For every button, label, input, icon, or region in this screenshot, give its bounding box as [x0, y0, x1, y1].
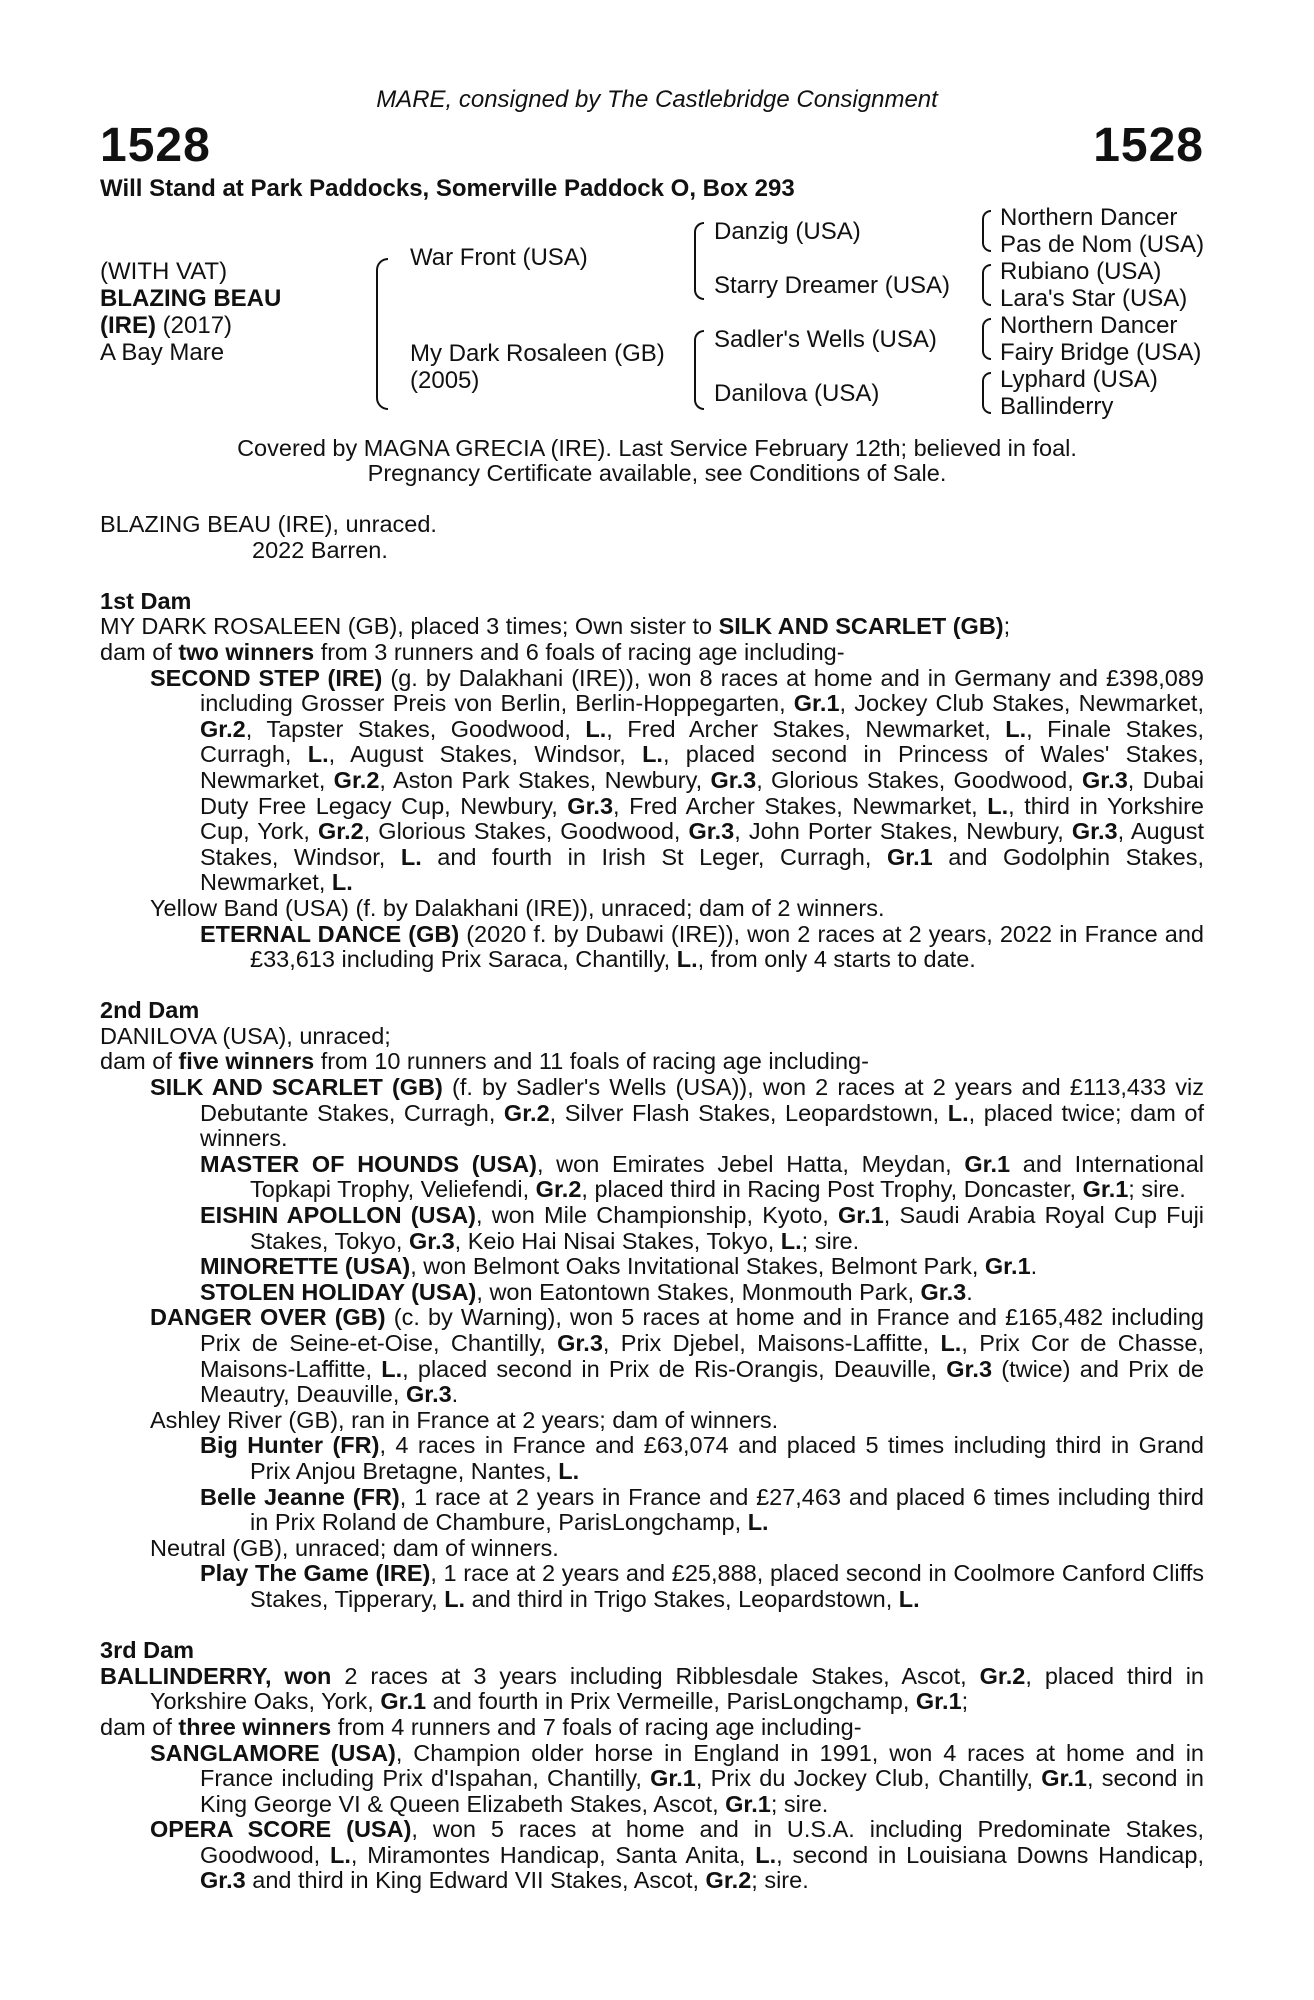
entry-master-of-hounds	[100, 1152, 1204, 1203]
vat-label: (WITH VAT)	[100, 258, 228, 285]
second-dam-heading: 2nd Dam	[100, 997, 200, 1024]
race-grade-marker: L.	[987, 792, 1009, 819]
belle-jeanne-name: Belle Jeanne (FR)	[200, 1483, 400, 1510]
race-grade-marker: L.	[585, 715, 607, 742]
race-grade-marker: L.	[444, 1585, 466, 1612]
entry-sanglamore	[100, 1741, 1204, 1818]
entry-eishin-apollon	[100, 1203, 1204, 1254]
race-grade-marker: Gr.1	[725, 1790, 771, 1817]
pedigree-brace-gg1	[982, 210, 991, 252]
eternal-dance-name: ETERNAL DANCE (GB)	[200, 920, 460, 947]
race-grade-marker: L.	[747, 1509, 769, 1536]
pedigree-dam-sire: Sadler's Wells (USA)	[714, 326, 937, 353]
third-dam-damof: dam of	[100, 1713, 179, 1740]
race-grade-marker: Gr.1	[793, 690, 840, 717]
first-dam-produce	[100, 640, 1204, 666]
third-dam-runners: from 4 runners and 7 foals of racing age including-	[331, 1713, 862, 1740]
race-grade-marker: L.	[307, 741, 329, 768]
entry-minorette	[100, 1254, 1204, 1280]
race-grade-marker: Gr.3	[946, 1355, 993, 1382]
first-dam-sister-name: SILK AND SCARLET (GB)	[718, 613, 1004, 640]
first-dam-intro-text: MY DARK ROSALEEN (GB), placed 3 times; Own sister to	[100, 613, 719, 640]
pedigree-gg-2: Pas de Nom (USA)	[1000, 231, 1205, 258]
entry-big-hunter	[100, 1433, 1204, 1484]
second-dam-damof: dam of	[100, 1048, 179, 1075]
first-dam-winners: two winners	[178, 638, 315, 665]
pedigree-brace-main	[376, 258, 388, 410]
play-the-game-text: , 1 race at 2 years and £25,888, placed second in Coolmore Canford Cliffs Stakes, Tipperary, L. and third in Trigo Stakes, Leopardstown, L.	[250, 1560, 1204, 1612]
pedigree-brace-gg4	[982, 372, 991, 414]
catalogue-body	[100, 512, 1204, 1894]
entry-second-step	[100, 666, 1204, 896]
race-grade-marker: Gr.3	[557, 1330, 603, 1356]
first-dam-runners: from 3 runners and 6 foals of racing age including-	[314, 638, 845, 665]
pedigree-brace-dam	[694, 330, 704, 410]
entry-play-the-game	[100, 1561, 1204, 1612]
race-grade-marker: Gr.3	[405, 1381, 452, 1408]
race-grade-marker: L.	[381, 1355, 403, 1382]
entry-belle-jeanne	[100, 1485, 1204, 1536]
pedigree-gg-8: Ballinderry	[1000, 393, 1114, 420]
opera-score-name: OPERA SCORE (USA)	[150, 1816, 412, 1843]
horse-origin-year	[100, 312, 232, 339]
third-dam-heading: 3rd Dam	[100, 1637, 195, 1664]
race-grade-marker: L.	[947, 1099, 969, 1126]
danger-over-text: (c. by Warning), won 5 races at home and in France and £165,482 including Prix de Seine-et-Oise, Chantilly, Gr.3, Prix Djebel, Maisons-Laffitte, L., Prix Cor de Chasse, Maisons-Laffitte, L., placed second in Prix de Ris-Orangis, Deauville, Gr.3 (twice) and Prix de Meautry, Deauville, Gr.3.	[200, 1304, 1204, 1408]
pedigree-brace-gg2	[982, 264, 991, 306]
pedigree-sire-sire: Danzig (USA)	[714, 218, 861, 245]
pedigree-sire: War Front (USA)	[410, 244, 588, 271]
entry-ashley-river: Ashley River (GB), ran in France at 2 years; dam of winners.	[150, 1406, 779, 1433]
consignment-subtitle: MARE, consigned by The Castlebridge Consignment	[376, 86, 938, 113]
race-grade-marker: Gr.1	[964, 1150, 1011, 1177]
horse-name: BLAZING BEAU	[100, 285, 282, 312]
sanglamore-name: SANGLAMORE (USA)	[150, 1739, 396, 1766]
race-grade-marker: Gr.1	[886, 843, 933, 870]
opera-score-text: , won 5 races at home and in U.S.A. including Predominate Stakes, Goodwood, L., Miramontes Handicap, Santa Anita, L., second in Louisiana Downs Handicap, Gr.3 and third in King Edward VII Stakes, Ascot, Gr.2; sire.	[200, 1816, 1204, 1894]
pedigree-brace-gg3	[982, 318, 991, 360]
minorette-name: MINORETTE (USA)	[200, 1253, 411, 1280]
race-grade-marker: Gr.2	[979, 1662, 1026, 1689]
race-grade-marker: L.	[558, 1457, 580, 1484]
race-grade-marker: Gr.1	[650, 1765, 696, 1792]
lot-number-left: 1528	[100, 119, 211, 172]
race-grade-marker: Gr.2	[535, 1176, 582, 1203]
entry-silk-and-scarlet	[100, 1075, 1204, 1152]
eishin-apollon-text: , won Mile Championship, Kyoto, Gr.1, Saudi Arabia Royal Cup Fuji Stakes, Tokyo, Gr.3, Keio Hai Nisai Stakes, Tokyo, L.; sire.	[250, 1202, 1205, 1254]
big-hunter-name: Big Hunter (FR)	[200, 1432, 380, 1459]
entry-stolen-holiday	[100, 1280, 1204, 1306]
second-step-text: (g. by Dalakhani (IRE)), won 8 races at home and in Germany and £398,089 including Grosser Preis von Berlin, Berlin-Hoppegarten, Gr.1, Jockey Club Stakes, Newmarket, Gr.2, Tapster Stakes, Goodwood, L., Fred Archer Stakes, Newmarket, L., Finale Stakes, Curragh, L., August Stakes, Windsor, L., placed second in Princess of Wales' Stakes, Newmarket, Gr.2, Aston Park Stakes, Newbury, Gr.3, Glorious Stakes, Goodwood, Gr.3, Dubai Duty Free Legacy Cup, Newbury, Gr.3, Fred Archer Stakes, Newmarket, L., third in Yorkshire Cup, York, Gr.2, Glorious Stakes, Goodwood, Gr.3, John Porter Stakes, Newbury, Gr.3, August Stakes, Windsor, L. and fourth in Irish St Leger, Curragh, Gr.1 and Godolphin Stakes, Newmarket, L.	[200, 664, 1205, 896]
race-grade-marker: Gr.1	[984, 1253, 1031, 1280]
master-of-hounds-name: MASTER OF HOUNDS (USA)	[200, 1150, 537, 1177]
race-grade-marker: L.	[331, 869, 353, 896]
record-line-2: 2022 Barren.	[252, 536, 388, 563]
horse-description: A Bay Mare	[100, 339, 225, 366]
stand-location: Will Stand at Park Paddocks, Somerville Paddock O, Box 293	[100, 175, 795, 202]
pedigree-dam: My Dark Rosaleen (GB)	[410, 340, 665, 367]
entry-eternal-dance	[100, 922, 1204, 973]
ballinderry-won: , won	[264, 1662, 332, 1689]
silk-and-scarlet-name: SILK AND SCARLET (GB)	[150, 1074, 443, 1101]
second-step-name: SECOND STEP (IRE)	[150, 664, 383, 691]
pedigree-dam-dam: Danilova (USA)	[714, 380, 880, 407]
first-dam-intro	[100, 614, 1204, 640]
horse-year: (2017)	[156, 312, 233, 339]
entry-neutral: Neutral (GB), unraced; dam of winners.	[150, 1534, 559, 1561]
race-grade-marker: Gr.3	[920, 1278, 967, 1305]
stolen-holiday-text: , won Eatontown Stakes, Monmouth Park, Gr.3.	[476, 1278, 973, 1305]
sanglamore-text: , Champion older horse in England in 1991, won 4 races at home and in France including Prix d'Ispahan, Chantilly, Gr.1, Prix du Jockey Club, Chantilly, Gr.1, second in King George VI & Queen Elizabeth Stakes, Ascot, Gr.1; sire.	[200, 1739, 1204, 1817]
ballinderry-name: BALLINDERRY	[100, 1662, 265, 1689]
pedigree-gg-5: Northern Dancer	[1000, 312, 1178, 339]
ballinderry-text: 2 races at 3 years including Ribblesdale Stakes, Ascot, Gr.2, placed third in Yorkshire Oaks, York, Gr.1 and fourth in Prix Vermeille, ParisLongchamp, Gr.1;	[150, 1662, 1205, 1715]
second-dam-produce	[100, 1049, 1204, 1075]
stolen-holiday-name: STOLEN HOLIDAY (USA)	[200, 1278, 477, 1305]
covered-line-2: Pregnancy Certificate available, see Conditions of Sale.	[367, 460, 947, 486]
race-grade-marker: Gr.2	[318, 818, 364, 845]
covered-line-1: Covered by MAGNA GRECIA (IRE). Last Service February 12th; believed in foal.	[237, 435, 1077, 461]
race-grade-marker: Gr.2	[503, 1099, 550, 1126]
race-grade-marker: L.	[400, 843, 422, 870]
race-grade-marker: Gr.1	[1041, 1765, 1087, 1792]
race-grade-marker: Gr.2	[705, 1867, 752, 1894]
race-grade-marker: L.	[642, 741, 663, 768]
first-dam-damof: dam of	[100, 638, 179, 665]
race-grade-marker: Gr.1	[1082, 1176, 1129, 1203]
covered-notice	[0, 436, 1314, 486]
pedigree-gg-7: Lyphard (USA)	[1000, 366, 1158, 393]
danger-over-name: DANGER OVER (GB)	[150, 1304, 386, 1331]
pedigree-gg-6: Fairy Bridge (USA)	[1000, 339, 1202, 366]
race-grade-marker: Gr.1	[380, 1688, 427, 1715]
horse-origin: (IRE)	[100, 312, 156, 339]
race-grade-marker: Gr.3	[408, 1227, 455, 1254]
race-grade-marker: L.	[780, 1227, 802, 1254]
pedigree-brace-sire	[694, 222, 704, 300]
third-dam-produce	[100, 1715, 1204, 1741]
race-grade-marker: Gr.1	[838, 1202, 884, 1229]
race-grade-marker: L.	[898, 1585, 920, 1612]
pedigree-dam-year: (2005)	[410, 367, 480, 394]
race-grade-marker: L.	[676, 946, 698, 973]
race-grade-marker: L.	[755, 1841, 777, 1868]
race-grade-marker: L.	[330, 1841, 351, 1868]
play-the-game-name: Play The Game (IRE)	[200, 1560, 431, 1587]
race-grade-marker: Gr.3	[688, 818, 735, 845]
lot-number-right: 1528	[1093, 119, 1204, 172]
race-grade-marker: Gr.3	[1071, 818, 1118, 845]
entry-opera-score	[100, 1817, 1204, 1894]
third-dam-winners: three winners	[178, 1713, 332, 1740]
pedigree-gg-1: Northern Dancer	[1000, 204, 1178, 231]
second-dam-runners: from 10 runners and 11 foals of racing age including-	[314, 1048, 869, 1075]
record-line-1: BLAZING BEAU (IRE), unraced.	[100, 511, 437, 537]
race-grade-marker: L.	[1005, 715, 1027, 742]
second-dam-intro: DANILOVA (USA), unraced;	[100, 1022, 391, 1049]
second-dam-winners: five winners	[178, 1048, 315, 1075]
race-grade-marker: Gr.3	[710, 766, 757, 793]
race-grade-marker: Gr.1	[915, 1688, 962, 1715]
eishin-apollon-name: EISHIN APOLLON (USA)	[200, 1202, 476, 1229]
eternal-dance-text: (2020 f. by Dubawi (IRE)), won 2 races at 2 years, 2022 in France and £33,613 including Prix Saraca, Chantilly, L., from only 4 starts to date.	[250, 920, 1204, 973]
race-grade-marker: Gr.2	[200, 715, 246, 742]
silk-and-scarlet-text: (f. by Sadler's Wells (USA)), won 2 races at 2 years and £113,433 viz Debutante Stakes, Curragh, Gr.2, Silver Flash Stakes, Leopardstown, L., placed twice; dam of winners.	[200, 1074, 1205, 1152]
race-grade-marker: Gr.3	[200, 1867, 246, 1894]
belle-jeanne-text: , 1 race at 2 years in France and £27,463 and placed 6 times including third in Prix Roland de Chambure, ParisLongchamp, L.	[250, 1483, 1204, 1536]
race-grade-marker: Gr.3	[1082, 766, 1128, 793]
third-dam-intro	[100, 1664, 1204, 1715]
master-of-hounds-text: , won Emirates Jebel Hatta, Meydan, Gr.1 and International Topkapi Trophy, Veliefendi, Gr.2, placed third in Racing Post Trophy, Doncaster, Gr.1; sire.	[250, 1150, 1205, 1203]
pedigree-sire-dam: Starry Dreamer (USA)	[714, 272, 951, 299]
entry-yellow-band: Yellow Band (USA) (f. by Dalakhani (IRE)), unraced; dam of 2 winners.	[150, 894, 885, 921]
minorette-text: , won Belmont Oaks Invitational Stakes, Belmont Park, Gr.1.	[410, 1253, 1038, 1280]
race-grade-marker: Gr.2	[333, 766, 380, 793]
pedigree-gg-3: Rubiano (USA)	[1000, 258, 1162, 285]
race-grade-marker: Gr.3	[567, 792, 614, 819]
entry-danger-over	[100, 1305, 1204, 1407]
pedigree-gg-4: Lara's Star (USA)	[1000, 285, 1188, 312]
first-dam-intro-end: ;	[1003, 613, 1011, 640]
first-dam-heading: 1st Dam	[100, 587, 192, 614]
big-hunter-text: , 4 races in France and £63,074 and placed 5 times including third in Grand Prix Anjou Bretagne, Nantes, L.	[250, 1432, 1204, 1484]
race-grade-marker: L.	[940, 1330, 962, 1356]
